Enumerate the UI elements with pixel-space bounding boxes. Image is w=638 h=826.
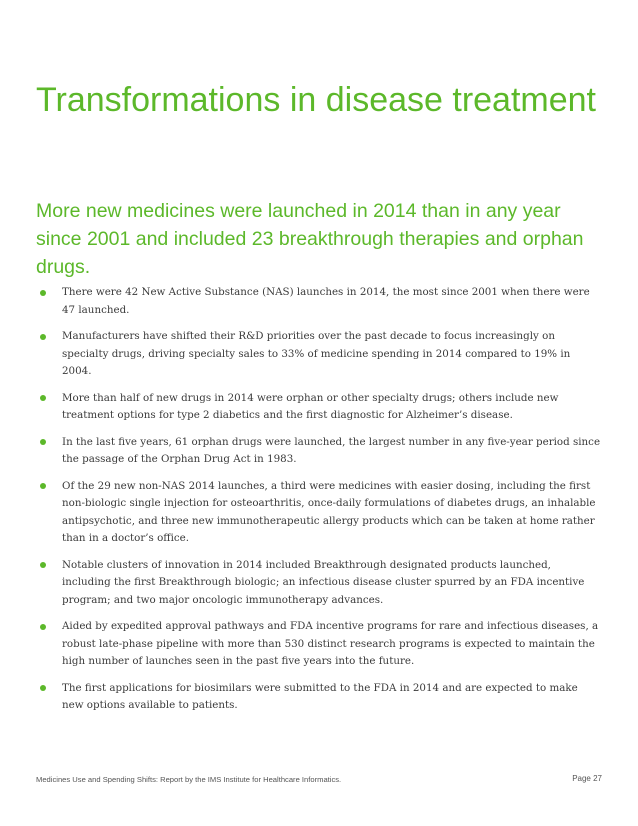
bullet-item [36, 328, 602, 381]
footer-source: Medicines Use and Spending Shifts: Report by the IMS Institute for Healthcare Informatics. [36, 775, 342, 784]
bullet-text: The first applications for biosimilars were submitted to the FDA in 2014 and are expected to make new options available to patients. [62, 681, 578, 711]
bullet-item [36, 618, 602, 671]
bullet-item [36, 434, 602, 469]
bullet-dot-icon [40, 685, 46, 691]
bullet-list [36, 284, 602, 724]
bullet-dot-icon [40, 334, 46, 340]
page-number: Page 27 [572, 774, 602, 783]
bullet-item [36, 557, 602, 610]
bullet-text: Manufacturers have shifted their R&D priorities over the past decade to focus increasingly on specialty drugs, driving specialty sales to 33% of medicine spending in 2014 compared to 19% in 2004. [62, 330, 571, 377]
bullet-dot-icon [40, 439, 46, 445]
bullet-item [36, 390, 602, 425]
bullet-text: More than half of new drugs in 2014 were orphan or other specialty drugs; others include new treatment options for type 2 diabetics and the first diagnostic for Alzheimer’s disease. [62, 391, 559, 421]
bullet-item [36, 284, 602, 319]
bullet-item [36, 680, 602, 715]
bullet-dot-icon [40, 290, 46, 296]
bullet-text: There were 42 New Active Substance (NAS) launches in 2014, the most since 2001 when there were 47 launched. [62, 286, 590, 316]
bullet-item [36, 478, 602, 548]
bullet-dot-icon [40, 395, 46, 401]
bullet-dot-icon [40, 624, 46, 630]
bullet-text: Notable clusters of innovation in 2014 included Breakthrough designated products launched, including the first Breakthrough biologic; an infectious disease cluster spurred by an FDA incentive program; and two major oncologic immunotherapy advances. [62, 558, 585, 606]
page-title: Transformations in disease treatment [36, 81, 596, 119]
bullet-dot-icon [40, 562, 46, 568]
bullet-text: Aided by expedited approval pathways and FDA incentive programs for rare and infectious diseases, a robust late-phase pipeline with more than 530 distinct research programs is expected to maintain the high number of launches seen in the past five years into the future. [62, 620, 599, 667]
bullet-dot-icon [40, 483, 46, 489]
bullet-text: Of the 29 new non-NAS 2014 launches, a third were medicines with easier dosing, including the first non-biologic single injection for osteoarthritis, once-daily formulations of diabetes drugs, an inhalable antipsychotic, and three new immunotherapeutic allergy products which can be taken at home rather than in a doctor’s office. [62, 479, 596, 544]
page-subtitle: More new medicines were launched in 2014 than in any year since 2001 and included 23 breakthrough therapies and orphan drugs. [36, 200, 584, 278]
bullet-text: In the last five years, 61 orphan drugs were launched, the largest number in any five-year period since the passage of the Orphan Drug Act in 1983. [62, 435, 601, 465]
